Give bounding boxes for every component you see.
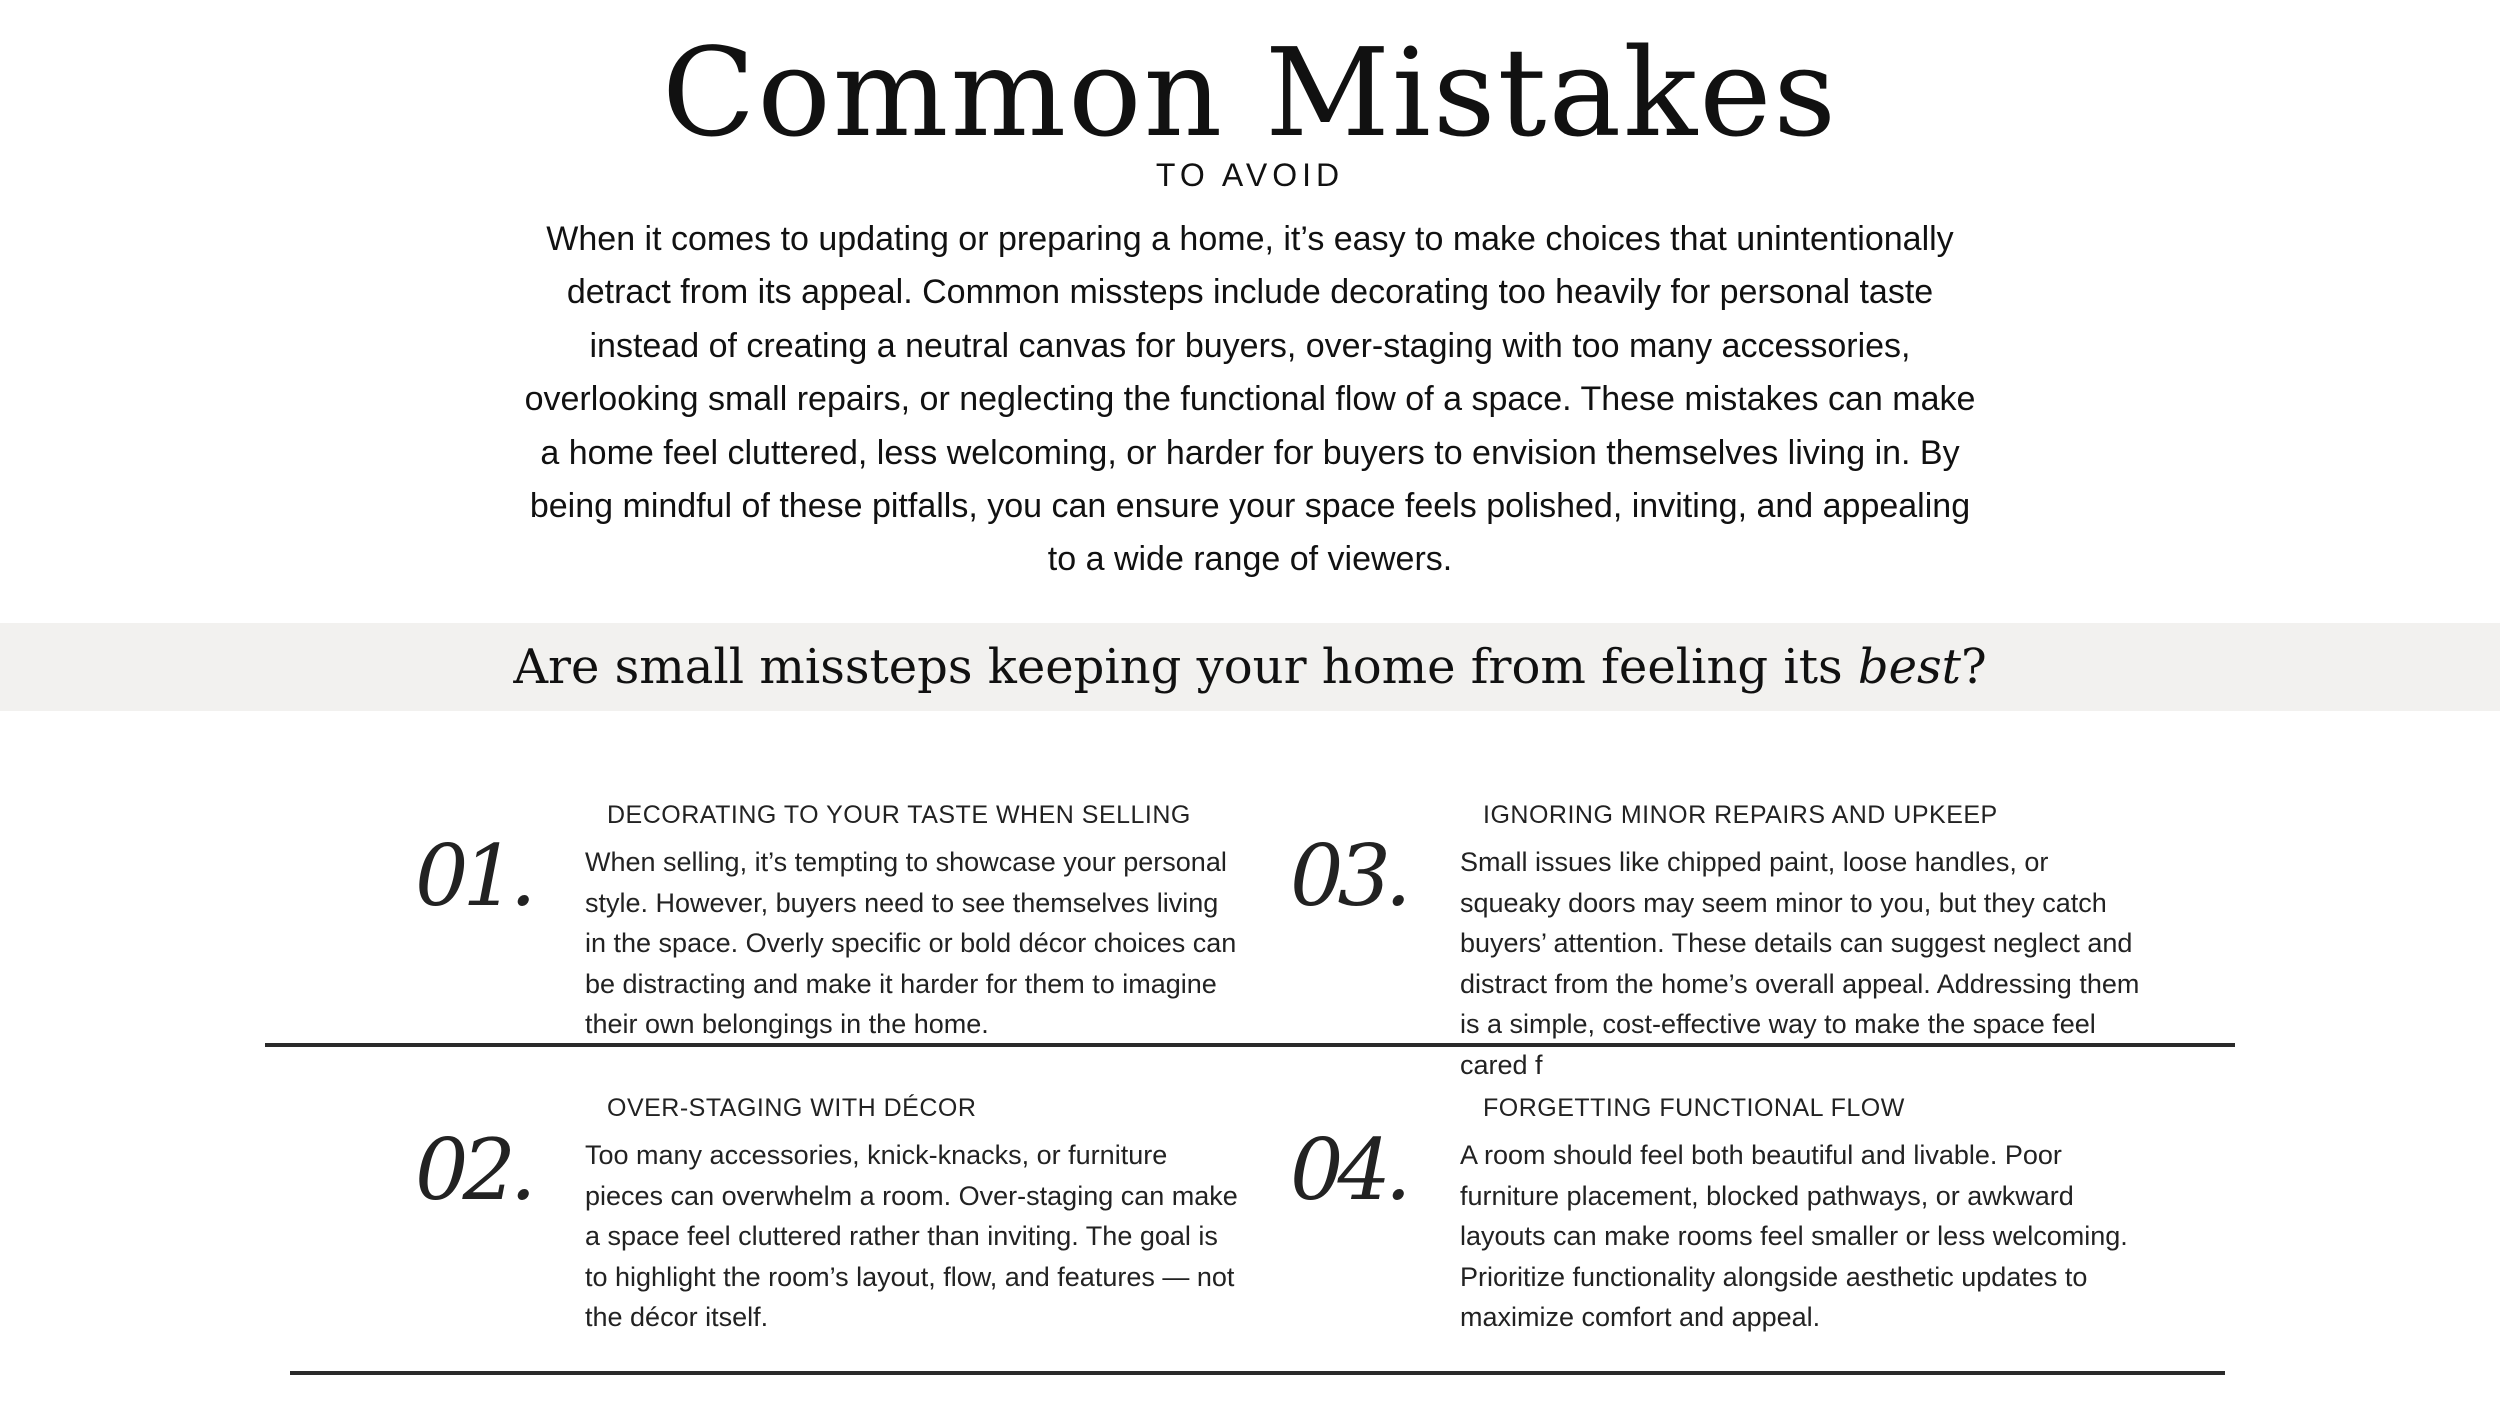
page-subtitle: TO AVOID <box>1155 157 1345 193</box>
item-number: 03. <box>1290 827 1406 925</box>
item-body-clip <box>1460 842 2140 1080</box>
tagline-end: ? <box>1960 639 1987 695</box>
section-divider <box>265 1043 2235 1047</box>
item-heading: FORGETTING FUNCTIONAL FLOW <box>1483 1094 1905 1122</box>
item-body: A room should feel both beautiful and livable. Poor furniture placement, blocked pathways, or awkward layouts can make rooms feel smaller or less welcoming. Prioritize functionality alongside aesthetic updates to maximize comfort and appeal. <box>1460 1140 2128 1332</box>
item-body: Small issues like chipped paint, loose handles, or squeaky doors may seem minor to you, but they catch buyers’ attention. These details can suggest neglect and distract from the home’s overall appeal. Addressing them is a simple, cost-effective way to make the space feel cared f <box>1460 847 2140 1080</box>
page-title: Common Mistakes <box>661 22 1838 164</box>
item-number: 04. <box>1290 1121 1406 1219</box>
tagline <box>0 628 2500 706</box>
intro-paragraph: When it comes to updating or preparing a home, it’s easy to make choices that unintentionally detract from its appeal. Common missteps include decorating too heavily for personal taste instead of creating a neutral canvas for buyers, over-staging with too many accessories, overlooking small repairs, or neglecting the functional flow of a space. These mistakes can make a home feel cluttered, less welcoming, or harder for buyers to envision themselves living in. By being mindful of these pitfalls, you can ensure your space feels polished, inviting, and appealing to a wide range of viewers. <box>524 220 1976 579</box>
item-body: Too many accessories, knick-knacks, or furniture pieces can overwhelm a room. Over-staging can make a space feel cluttered rather than inviting. The goal is to highlight the room’s layout, flow, and features — not the décor itself. <box>585 1140 1238 1332</box>
tagline-emphasis: best <box>1857 639 1961 695</box>
item-heading: DECORATING TO YOUR TASTE WHEN SELLING <box>607 801 1191 829</box>
item-number: 01. <box>415 827 531 925</box>
item-body: When selling, it’s tempting to showcase your personal style. However, buyers need to see themselves living in the space. Overly specific or bold décor choices can be distracting and make it harder for them to imagine their own belongings in the home. <box>585 847 1237 1039</box>
item-number: 02. <box>415 1121 531 1219</box>
item-heading: IGNORING MINOR REPAIRS AND UPKEEP <box>1483 801 1998 829</box>
item-heading: OVER-STAGING WITH DÉCOR <box>607 1094 977 1122</box>
bottom-divider <box>290 1371 2225 1375</box>
tagline-text: Are small missteps keeping your home from feeling its <box>513 639 1858 695</box>
